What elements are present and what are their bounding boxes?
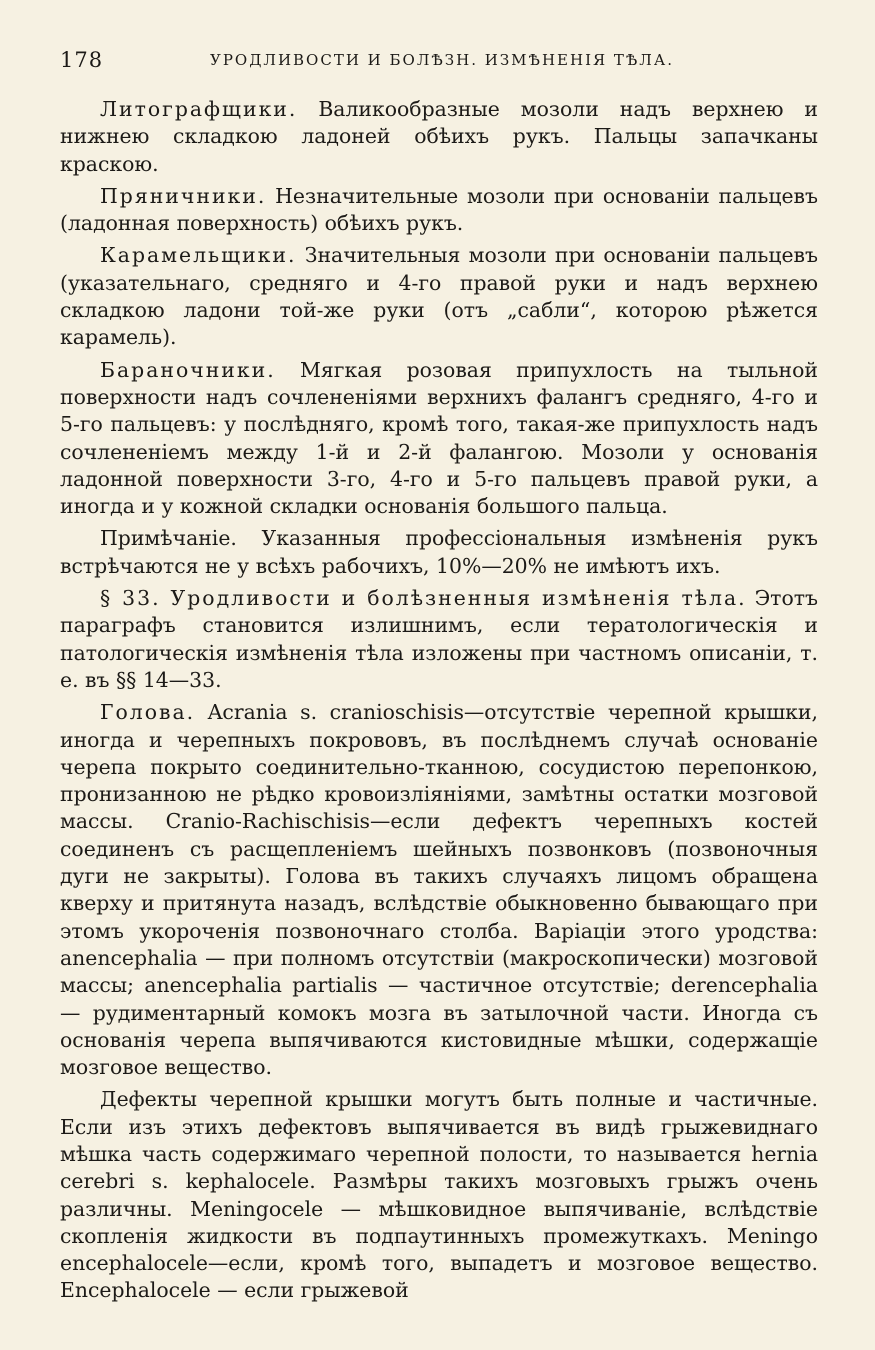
paragraph-lithographers bbox=[60, 96, 818, 178]
paragraph-lead: Литографщики. bbox=[100, 97, 298, 121]
paragraph-head bbox=[60, 699, 818, 1081]
paragraph-text: Дефекты черепной крышки могутъ быть полные и частичные. Если изъ этихъ дефектовъ выпячивается въ видѣ грыжевиднаго мѣшка часть содержимаго черепной полости, то называется hernia cerebri s. kephalocele. Размѣры такихъ мозговыхъ грыжъ очень различны. Meningocele — мѣшковидное выпячиваніе, вслѣдствіе скопленія жидкости въ подпаутинныхъ промежуткахъ. Meningo encephalocele—если, кромѣ того, выпадетъ и мозговое вещество. Encephalocele — если грыжевой bbox=[60, 1087, 818, 1303]
paragraph-lead: Карамельщики. bbox=[100, 243, 297, 268]
paragraph-text: Валикообразные мозоли надъ верхнею и нижнею складкою ладоней обѣихъ рукъ. Пальцы запачканы краскою. bbox=[60, 97, 818, 176]
paragraph-lead: Голова. bbox=[100, 700, 196, 725]
paragraph-caramel-makers bbox=[60, 242, 818, 351]
paragraph-text: Примѣчаніе. Указанныя профессіональныя измѣненія рукъ встрѣчаются не у всѣхъ рабочихъ, 10%—20% не имѣютъ ихъ. bbox=[60, 526, 818, 578]
page-body bbox=[60, 96, 818, 1310]
paragraph-text: Незначительные мозоли при основаніи пальцевъ (ладонная поверхность) обѣихъ рукъ. bbox=[60, 183, 818, 236]
paragraph-bagel-makers bbox=[60, 357, 818, 521]
paragraph-text: Этотъ параграфъ становится излишнимъ, если тератологическія и патологическія измѣненія тѣла изложены при частномъ описаніи, т. е. въ §§ 14—33. bbox=[60, 586, 818, 692]
paragraph-text: Значительныя мозоли при основаніи пальцевъ (указательнаго, средняго и 4-го правой руки и надъ верхнею складкою ладони той-же руки (отъ „сабли“, которою рѣжется карамель). bbox=[60, 243, 818, 350]
page-header bbox=[60, 40, 820, 80]
paragraph-note bbox=[60, 525, 818, 580]
paragraph-text: Мягкая розовая припухлость на тыльной поверхности надъ сочлененіями верхнихъ фалангъ средняго, 4-го и 5-го пальцевъ: у послѣдняго, кромѣ того, такая-же припухлость надъ сочлененіемъ между 1-й и 2-й фалангою. Мозоли у основанія ладонной поверхности 3-го, 4-го и 5-го пальцевъ правой руки, а иногда и у кожной складки основанія большого пальца. bbox=[60, 357, 818, 519]
section-heading: § 33. Уродливости и болѣзненныя измѣненія тѣла. bbox=[100, 586, 747, 611]
paragraph-skull-defects bbox=[60, 1086, 818, 1304]
page-number: 178 bbox=[60, 48, 104, 72]
paragraph-text: Acrania s. cranioschisis—отсутствіе черепной крышки, иногда и черепныхъ покрововъ, въ послѣднемъ случаѣ основаніе черепа покрыто соединительно-тканною, сосудистою перепонкою, пронизанною не рѣдко кровоизліяніями, замѣтны остатки мозговой массы. Cranio-Rachischisis—если дефектъ черепныхъ костей соединенъ съ расщепленіемъ шейныхъ позвонковъ (позвоночныя дуги не закрыты). Голова въ такихъ случаяхъ лицомъ обращена кверху и притянута назадъ, вслѣдствіе обыкновенно бывающаго при этомъ укороченія позвоночнаго столба. Варіаціи этого уродства: anencephalia — при полномъ отсутствіи (макроскопически) мозговой массы; anencephalia partialis — частичное отсутствіе; derencephalia — рудиментарный комокъ мозга въ затылочной части. Иногда съ основанія черепа выпячиваются кистовидные мѣшки, содержащіе мозговое вещество. bbox=[60, 700, 818, 1080]
paragraph-section-33 bbox=[60, 585, 818, 694]
running-head: УРОДЛИВОСТИ И БОЛѢЗН. ИЗМѢНЕНІЯ ТѢЛА. bbox=[210, 51, 674, 69]
paragraph-gingerbread-makers bbox=[60, 183, 818, 238]
paragraph-lead: Пряничники. bbox=[100, 183, 267, 208]
paragraph-lead: Бараночники. bbox=[100, 357, 276, 382]
